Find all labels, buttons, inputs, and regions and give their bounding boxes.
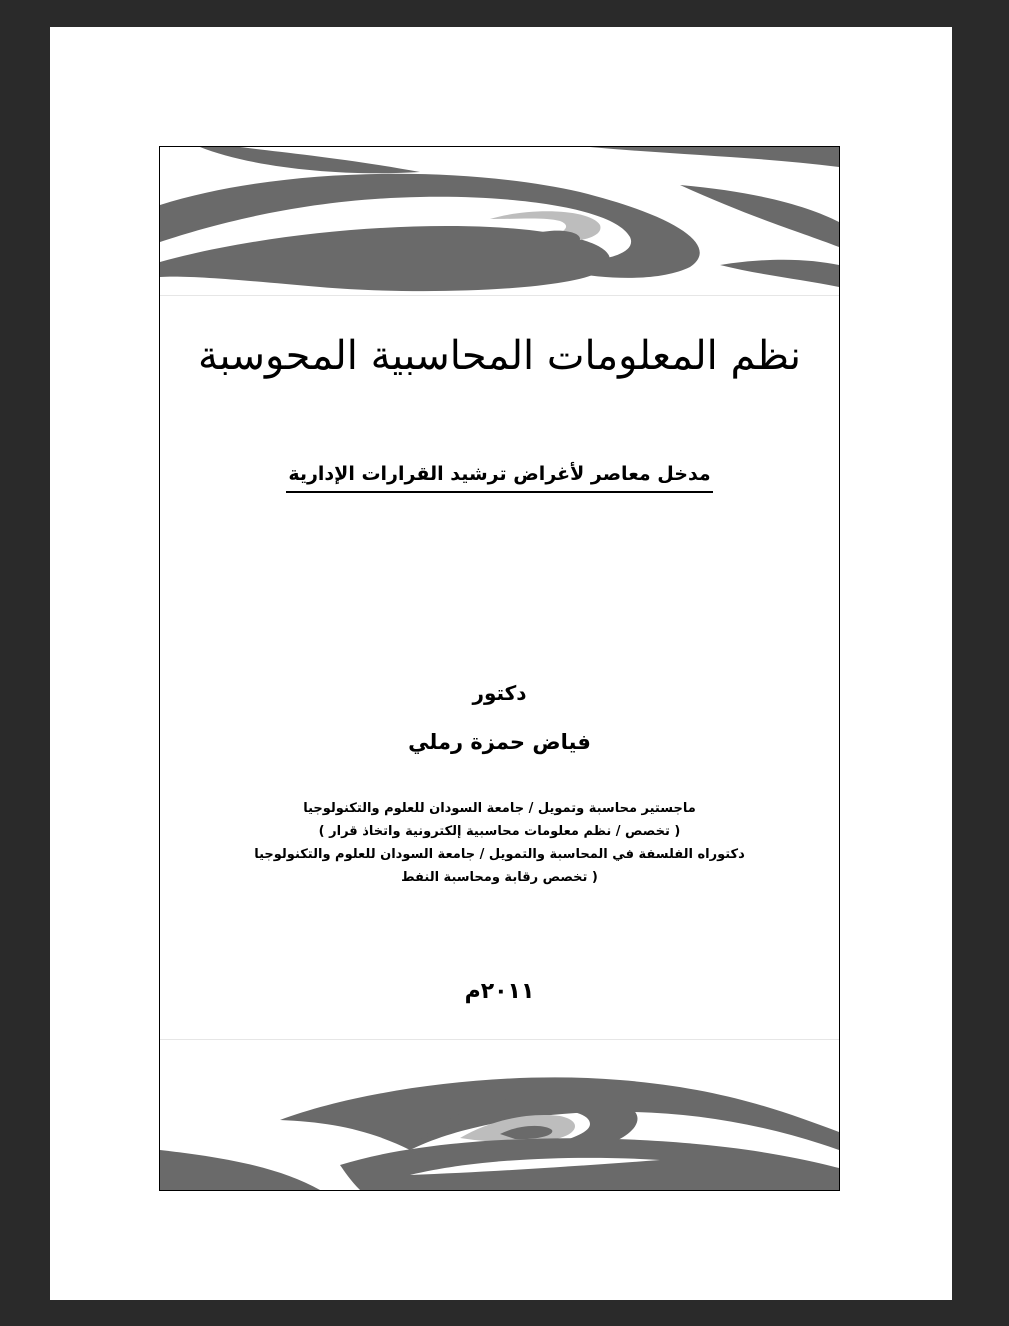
- qualification-line: ( تخصص / نظم معلومات محاسبية إلكترونية واتخاذ قرار ): [318, 824, 681, 839]
- book-subtitle: [160, 463, 839, 493]
- book-cover: [159, 146, 840, 1191]
- top-divider: [160, 295, 839, 296]
- top-swirl-decoration: [160, 147, 839, 297]
- author-degree: دكتور: [472, 681, 527, 705]
- document-page: [50, 27, 952, 1300]
- author-qualifications: [160, 797, 839, 889]
- qualification-line: ماجستير محاسبة وتمويل / جامعة السودان للعلوم والتكنولوجيا: [303, 801, 696, 816]
- qualification-line: دكتوراه الفلسفة في المحاسبة والتمويل / جامعة السودان للعلوم والتكنولوجيا: [254, 847, 745, 862]
- book-title: نظم المعلومات المحاسبية المحوسبة: [197, 333, 802, 379]
- author-name: فياض حمزة رملي: [408, 730, 591, 754]
- qualification-line: ( تخصص رقابة ومحاسبة النفط: [401, 870, 598, 885]
- publication-year: ٢٠١١م: [464, 979, 535, 1004]
- bottom-swirl-decoration: [160, 1040, 839, 1190]
- subtitle-text: مدخل معاصر لأغراض ترشيد القرارات الإدارية: [286, 463, 712, 493]
